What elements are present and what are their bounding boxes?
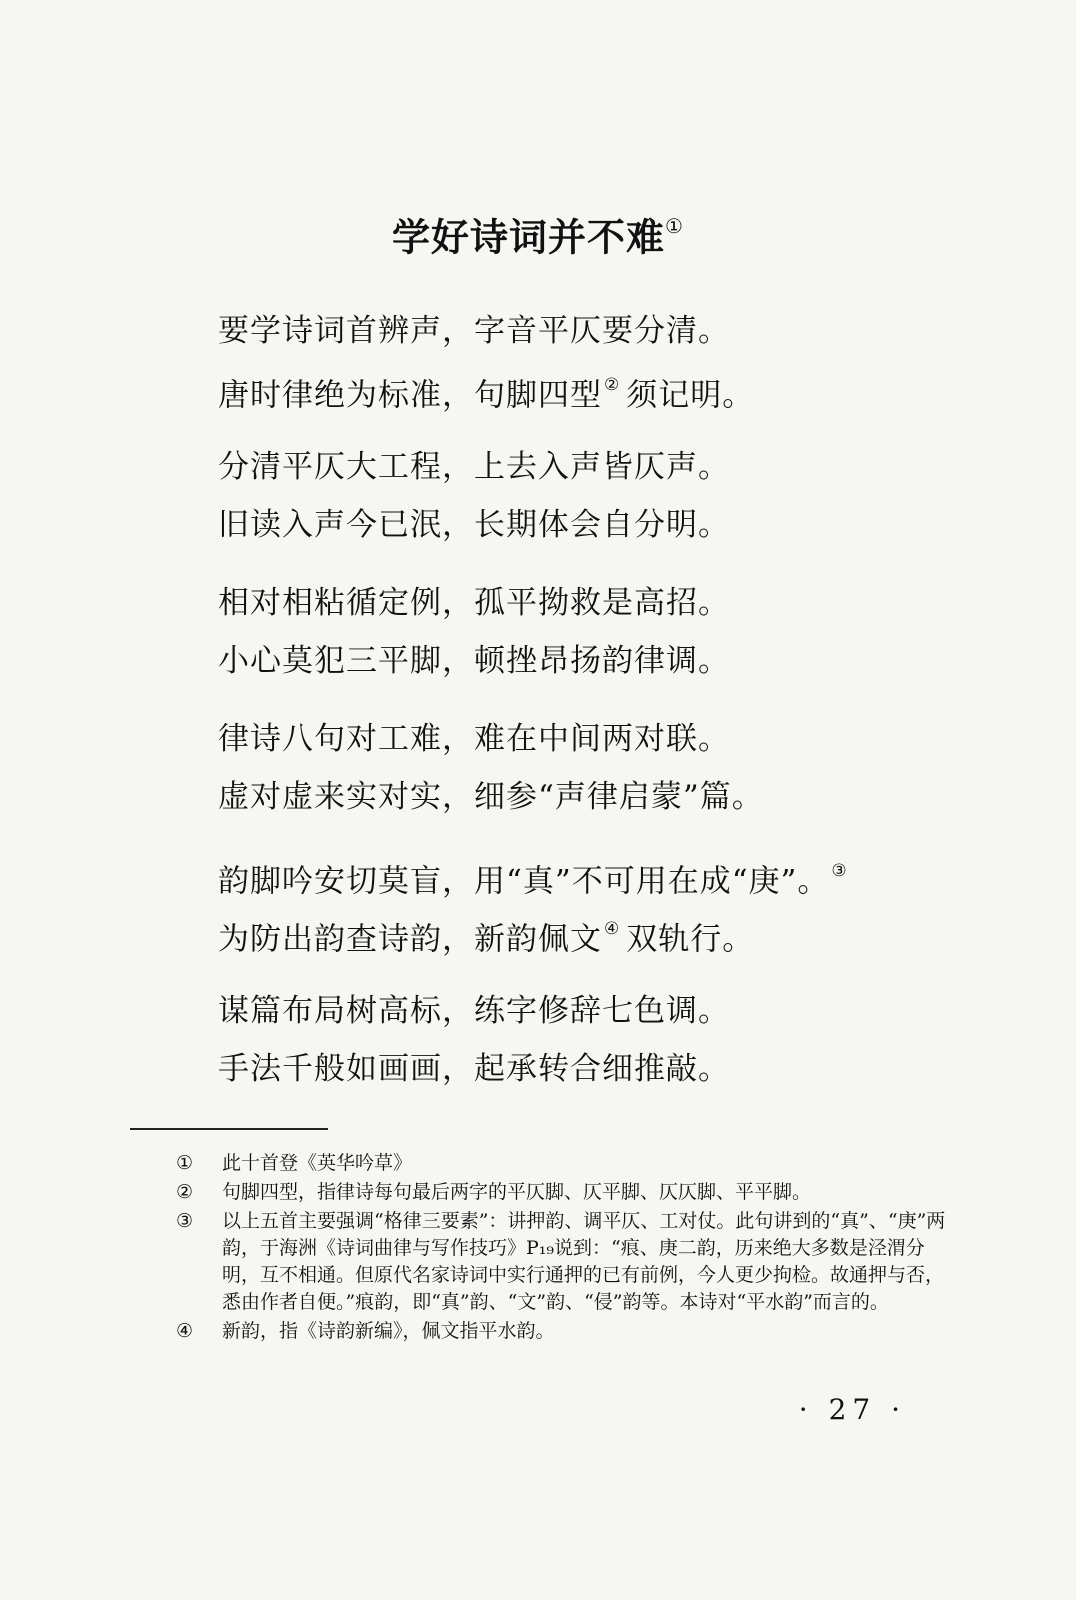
title-footnote-ref: ① [665,214,684,238]
footnote-2 [176,1179,956,1206]
footnotes [176,1150,956,1347]
footnote-1 [176,1150,956,1177]
poem-line: 小心莫犯三平脚，顿挫昂扬韵律调。 [218,643,730,679]
page-number: · 27 · [798,1393,906,1426]
footnote-ref: ② [604,375,621,395]
poem-line: 要学诗词首辨声，字音平仄要分清。 [218,313,730,349]
poem-line: 谋篇布局树高标，练字修辞七色调。 [218,993,730,1029]
poem-line: 相对相粘循定例，孤平拗救是高招。 [218,585,730,621]
poem-title-text: 学好诗词并不难 [392,214,666,260]
footnote-ref: ③ [831,861,848,881]
poem-line: 手法千般如画画，起承转合细推敲。 [218,1051,730,1087]
stanza-3 [218,574,938,690]
poem-line: 虚对虚来实对实，细参“声律启蒙”篇。 [218,779,764,815]
poem-line: 分清平仄大工程，上去入声皆仄声。 [218,449,730,485]
footnote-4 [176,1318,956,1345]
stanza-1 [218,302,938,418]
footnote-number: ③ [176,1210,194,1232]
stanza-6 [218,982,938,1098]
poem-line: 律诗八句对工难，难在中间两对联。 [218,721,730,757]
stanza-5 [218,846,938,962]
poem-line: 为防出韵查诗韵，新韵佩文 ④ 双轨行。 [218,919,755,958]
footnote-text: 句脚四型，指律诗每句最后两字的平仄脚、仄平脚、仄仄脚、平平脚。 [222,1181,812,1203]
poem-line: 唐时律绝为标准，句脚四型 ② 须记明。 [218,375,755,414]
poem-title [0,205,1076,263]
footnote-text: 此十首登《英华吟草》 [222,1152,413,1174]
footnote-text: 新韵，指《诗韵新编》，佩文指平水韵。 [222,1320,555,1342]
footnote-ref: ④ [604,919,621,939]
footnote-number: ② [176,1181,194,1203]
footnote-3 [176,1208,956,1316]
footnote-text: 以上五首主要强调“格律三要素”：讲押韵、调平仄、工对仗。此句讲到的“真”、“庚”两韵，于海洲《诗词曲律与写作技巧》P₁₉说到：“痕、庚二韵，历来绝大多数是泾渭分明，互不相通。但原代名家诗词中实行通押的已有前例，今人更少拘检。故通押与否，悉由作者自便。”痕韵，即“真”韵、“文”韵、“侵”韵等。本诗对“平水韵”而言的。 [222,1210,946,1313]
stanza-2 [218,438,938,554]
poem-body [218,302,938,1118]
footnote-number: ④ [176,1320,194,1342]
poem-line: 韵脚吟安切莫盲，用“真”不可用在成“庚”。 ③ [218,861,848,900]
stanza-4 [218,710,938,826]
poem-line: 旧读入声今已泯，长期体会自分明。 [218,507,730,543]
footnote-divider [130,1128,328,1130]
footnote-number: ① [176,1152,194,1174]
